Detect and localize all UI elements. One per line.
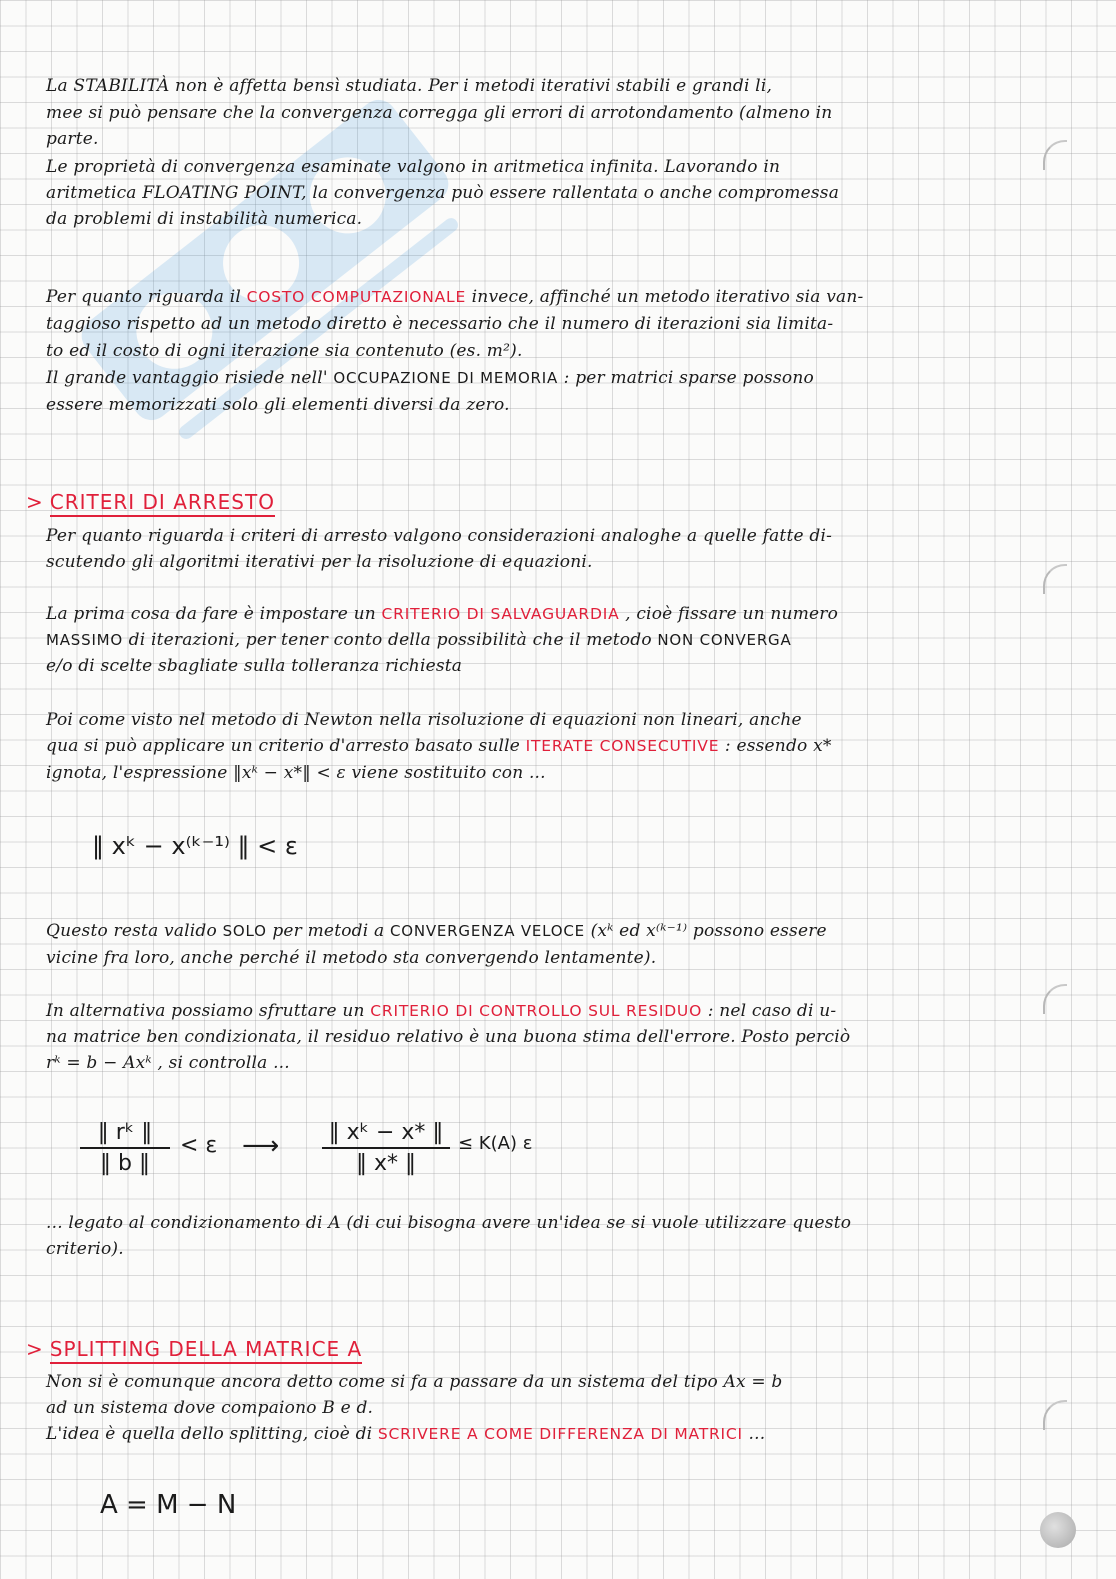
cost-text-4b: : per matrici sparse possono <box>563 368 814 388</box>
arresto-p2-text-1a: La prima cosa da fare è impostare un <box>46 604 376 624</box>
arresto-p2-line-1 <box>46 604 1016 624</box>
formula-residual-fraction <box>80 1120 170 1176</box>
error-denominator: ‖ x* ‖ <box>355 1151 416 1176</box>
arresto-p2-line-2 <box>46 630 1016 650</box>
term-scrivere-differenza: SCRIVERE A COME DIFFERENZA DI MATRICI <box>377 1425 743 1443</box>
watermark-logo <box>30 30 500 490</box>
splitting-p2-text-a: L'idea è quella dello splitting, cioè di <box>46 1424 373 1444</box>
residual-less-than: < ε <box>180 1133 218 1158</box>
splitting-p1-line-2 <box>46 1398 1016 1418</box>
binder-hole <box>1043 1400 1067 1430</box>
cost-line-5 <box>46 395 1016 415</box>
term-massimo: MASSIMO <box>46 631 124 649</box>
stability-text-5: aritmetica FLOATING POINT, la convergenza può essere rallentata o anche compromessa <box>46 183 840 203</box>
arresto-p5-line-2 <box>46 1027 1016 1047</box>
cost-line-2 <box>46 314 1016 334</box>
cost-text-1b: invece, affinché un metodo iterativo sia van- <box>471 287 864 307</box>
arresto-p4-text-2: vicine fra loro, anche perché il metodo sta convergendo lentamente). <box>46 948 657 968</box>
arresto-p5-text-1a: In alternativa possiamo sfruttare un <box>46 1001 365 1021</box>
arresto-p6-text-2: criterio). <box>46 1239 124 1259</box>
arresto-p3-text-1: Poi come visto nel metodo di Newton nella risoluzione di equazioni non lineari, anche <box>46 710 802 730</box>
splitting-p1-text-1: Non si è comunque ancora detto come si fa a passare da un sistema del tipo Ax = b <box>46 1372 783 1392</box>
arresto-p3-line-3 <box>46 763 1016 783</box>
arresto-p3-line-1 <box>46 710 1016 730</box>
implies-arrow-icon: ⟶ <box>242 1131 280 1161</box>
arresto-p4-text-1c: (xᵏ ed x⁽ᵏ⁻¹⁾ possono essere <box>590 921 827 941</box>
stability-text-3: parte. <box>46 129 99 149</box>
arresto-p2-line-3 <box>46 656 1016 676</box>
stability-line-2 <box>46 103 1016 123</box>
arresto-p1-text-1: Per quanto riguarda i criteri di arresto valgono considerazioni analoghe a quelle fatte di- <box>46 526 833 546</box>
arresto-p4-text-1a: Questo resta valido <box>46 921 217 941</box>
residual-numerator: ‖ rᵏ ‖ <box>97 1120 153 1145</box>
arresto-p3-text-3: ignota, l'espressione ‖xᵏ − x*‖ < ε viene sostituito con ... <box>46 763 546 783</box>
stability-line-6 <box>46 209 1016 229</box>
splitting-p1-line-1 <box>46 1372 1016 1392</box>
arresto-p5-text-2: na matrice ben condizionata, il residuo relativo è una buona stima dell'errore. Posto perciò <box>46 1027 851 1047</box>
stability-line-3 <box>46 129 1016 149</box>
heading-splitting-text: SPLITTING DELLA MATRICE A <box>50 1337 362 1364</box>
cost-text-2: taggioso rispetto ad un metodo diretto è necessario che il numero di iterazioni sia limita- <box>46 314 834 334</box>
cost-text-4a: Il grande vantaggio risiede nell' <box>46 368 328 388</box>
chevron-right-icon: > <box>26 1337 44 1361</box>
stability-line-5 <box>46 183 1016 203</box>
arresto-p6-text-1: ... legato al condizionamento di A (di cui bisogna avere un'idea se si vuole utilizzare questo <box>46 1213 852 1233</box>
stability-line-1 <box>46 76 1016 96</box>
formula-splitting: A = M − N <box>100 1490 237 1520</box>
arresto-p2-text-1b: , cioè fissare un numero <box>625 604 839 624</box>
cost-text-1a: Per quanto riguarda il <box>46 287 242 307</box>
residual-denominator: ‖ b ‖ <box>100 1151 150 1176</box>
arresto-p2-text-2: di iterazioni, per tener conto della possibilità che il metodo <box>128 630 652 650</box>
term-iterate-consecutive: ITERATE CONSECUTIVE <box>525 737 720 755</box>
splitting-p2-line <box>46 1424 1016 1444</box>
arresto-p4-line-2 <box>46 948 1016 968</box>
cost-term-computational: COSTO COMPUTAZIONALE <box>246 288 467 306</box>
cost-text-3: to ed il costo di ogni iterazione sia contenuto (es. m²). <box>46 341 523 361</box>
error-numerator: ‖ xᵏ − x* ‖ <box>328 1120 444 1145</box>
arresto-p3-text-2a: qua si può applicare un criterio d'arresto basato sulle <box>46 736 521 756</box>
arresto-p4-text-1b: per metodi a <box>272 921 385 941</box>
stability-line-4 <box>46 157 1016 177</box>
cost-line-4 <box>46 368 1016 388</box>
heading-criteri-arresto-text: CRITERI DI ARRESTO <box>50 490 275 517</box>
arresto-p6-line-1 <box>46 1213 1016 1233</box>
cost-line-3 <box>46 341 1016 361</box>
term-controllo-residuo: CRITERIO DI CONTROLLO SUL RESIDUO <box>370 1002 703 1020</box>
cost-line-1 <box>46 287 1016 307</box>
arresto-p1-text-2: scutendo gli algoritmi iterativi per la risoluzione di equazioni. <box>46 552 593 572</box>
arresto-p5-line-3 <box>46 1053 1016 1073</box>
arresto-p2-text-3: e/o di scelte sbagliate sulla tolleranza richiesta <box>46 656 463 676</box>
error-bound: ≤ K(A) ε <box>458 1133 533 1154</box>
formula-iterate-consecutive: ‖ xᵏ − x⁽ᵏ⁻¹⁾ ‖ < ε <box>92 832 298 860</box>
binder-hole <box>1043 140 1067 170</box>
stability-text-6: da problemi di instabilità numerica. <box>46 209 363 229</box>
cost-term-memory: OCCUPAZIONE DI MEMORIA <box>333 369 559 387</box>
arresto-p1-line-1 <box>46 526 1016 546</box>
heading-splitting <box>26 1337 362 1361</box>
arresto-p5-line-1 <box>46 1001 1016 1021</box>
heading-criteri-arresto <box>26 490 275 514</box>
term-convergenza-veloce: CONVERGENZA VELOCE <box>389 922 585 940</box>
formula-error-fraction <box>322 1120 450 1176</box>
page-corner-mark <box>1040 1512 1076 1548</box>
cost-text-5: essere memorizzati solo gli elementi diversi da zero. <box>46 395 510 415</box>
term-criterio-salvaguardia: CRITERIO DI SALVAGUARDIA <box>381 605 620 623</box>
arresto-p1-line-2 <box>46 552 1016 572</box>
term-solo: SOLO <box>222 922 267 940</box>
splitting-p1-text-2: ad un sistema dove compaiono B e d. <box>46 1398 374 1418</box>
stability-text-1: La STABILITÀ non è affetta bensì studiata. Per i metodi iterativi stabili e grandi li, <box>46 76 773 96</box>
stability-text-4: Le proprietà di convergenza esaminate valgono in aritmetica infinita. Lavorando in <box>46 157 781 177</box>
arresto-p3-text-2b: : essendo x* <box>724 736 832 756</box>
arresto-p5-text-1b: : nel caso di u- <box>707 1001 837 1021</box>
arresto-p3-line-2 <box>46 736 1016 756</box>
chevron-right-icon: > <box>26 490 44 514</box>
stability-text-2: mee si può pensare che la convergenza corregga gli errori di arrotondamento (almeno in <box>46 103 833 123</box>
arresto-p5-text-3: rᵏ = b − Axᵏ , si controlla ... <box>46 1053 290 1073</box>
splitting-p2-text-b: ... <box>748 1424 766 1444</box>
binder-hole <box>1043 984 1067 1014</box>
arresto-p4-line-1 <box>46 921 1016 941</box>
arresto-p6-line-2 <box>46 1239 1016 1259</box>
term-non-converga: NON CONVERGA <box>657 631 792 649</box>
binder-hole <box>1043 564 1067 594</box>
